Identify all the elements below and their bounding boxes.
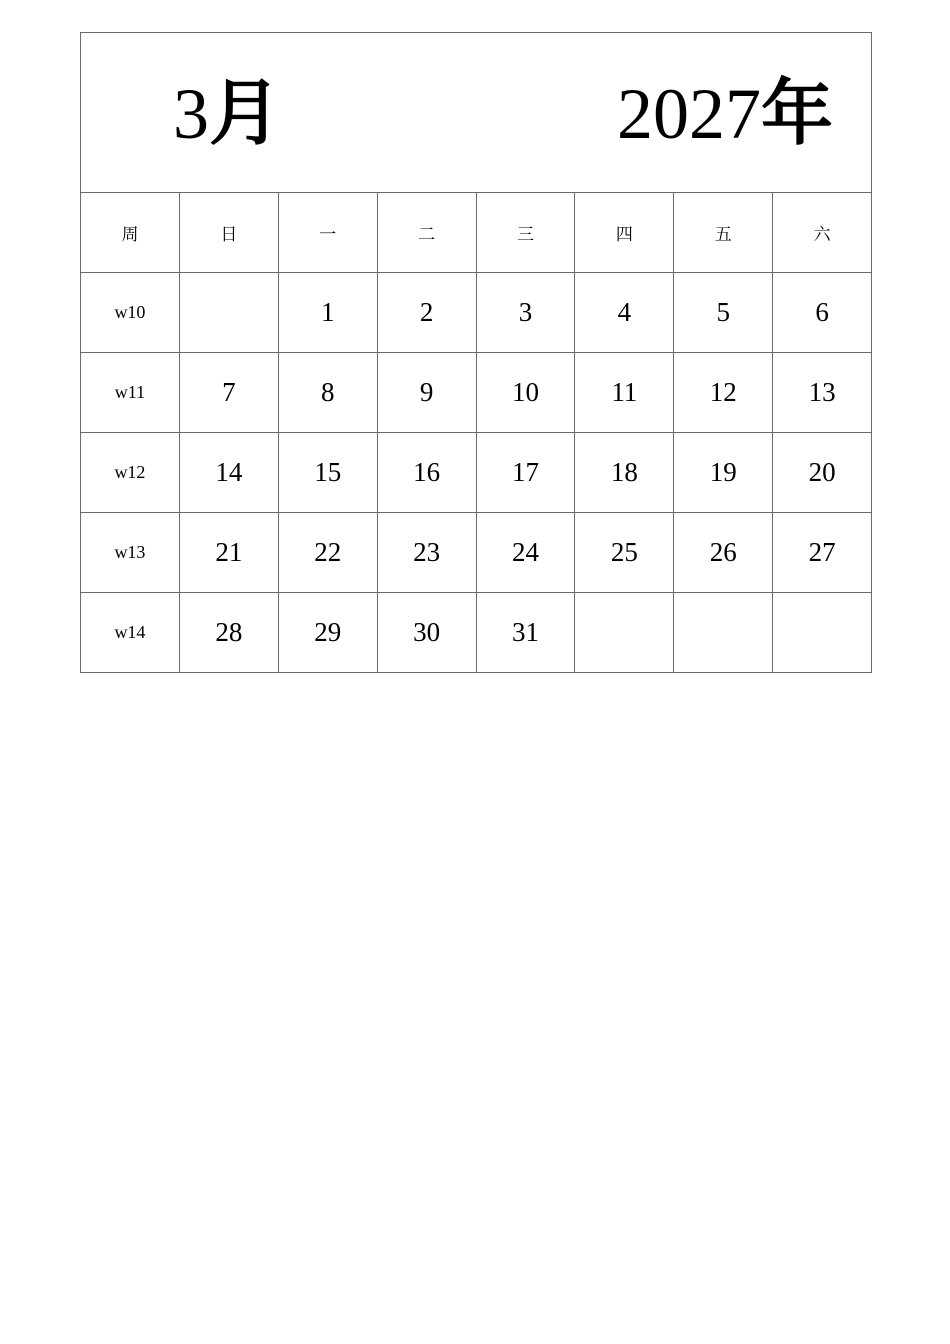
month-title xyxy=(173,71,282,155)
week-number: w14 xyxy=(81,593,180,673)
day-cell: 20 xyxy=(773,433,872,513)
day-cell: 1 xyxy=(278,273,377,353)
weekday-header-row xyxy=(81,193,872,273)
day-cell: 18 xyxy=(575,433,674,513)
day-cell: 3 xyxy=(476,273,575,353)
month-number: 3 xyxy=(173,74,209,154)
day-cell: 5 xyxy=(674,273,773,353)
day-cell: 8 xyxy=(278,353,377,433)
day-cell: 30 xyxy=(377,593,476,673)
month-suffix: 月 xyxy=(209,71,282,155)
weekday-monday: 一 xyxy=(278,193,377,273)
day-cell: 12 xyxy=(674,353,773,433)
day-cell: 6 xyxy=(773,273,872,353)
week-row xyxy=(81,273,872,353)
day-cell xyxy=(575,593,674,673)
weekday-sunday: 日 xyxy=(179,193,278,273)
week-number: w13 xyxy=(81,513,180,593)
year-title xyxy=(616,71,833,155)
day-cell: 21 xyxy=(179,513,278,593)
day-cell: 13 xyxy=(773,353,872,433)
year-suffix: 年 xyxy=(760,71,833,155)
day-cell: 15 xyxy=(278,433,377,513)
day-cell: 14 xyxy=(179,433,278,513)
year-number: 2027 xyxy=(616,74,761,154)
day-cell: 23 xyxy=(377,513,476,593)
week-row xyxy=(81,513,872,593)
weekday-thursday: 四 xyxy=(575,193,674,273)
day-cell: 19 xyxy=(674,433,773,513)
day-cell: 29 xyxy=(278,593,377,673)
day-cell: 9 xyxy=(377,353,476,433)
week-number: w12 xyxy=(81,433,180,513)
week-row xyxy=(81,353,872,433)
day-cell: 17 xyxy=(476,433,575,513)
day-cell: 16 xyxy=(377,433,476,513)
day-cell: 27 xyxy=(773,513,872,593)
day-cell xyxy=(179,273,278,353)
day-cell: 10 xyxy=(476,353,575,433)
weekday-tuesday: 二 xyxy=(377,193,476,273)
day-cell: 25 xyxy=(575,513,674,593)
weekday-saturday: 六 xyxy=(773,193,872,273)
day-cell: 28 xyxy=(179,593,278,673)
calendar-header-row xyxy=(81,33,872,193)
week-row xyxy=(81,433,872,513)
calendar-header xyxy=(81,33,872,193)
day-cell: 11 xyxy=(575,353,674,433)
weekday-wednesday: 三 xyxy=(476,193,575,273)
day-cell: 31 xyxy=(476,593,575,673)
week-number: w11 xyxy=(81,353,180,433)
day-cell: 7 xyxy=(179,353,278,433)
day-cell xyxy=(674,593,773,673)
week-column-header: 周 xyxy=(81,193,180,273)
weekday-friday: 五 xyxy=(674,193,773,273)
week-row xyxy=(81,593,872,673)
day-cell xyxy=(773,593,872,673)
day-cell: 24 xyxy=(476,513,575,593)
week-number: w10 xyxy=(81,273,180,353)
day-cell: 4 xyxy=(575,273,674,353)
calendar-table xyxy=(80,32,872,673)
day-cell: 22 xyxy=(278,513,377,593)
day-cell: 2 xyxy=(377,273,476,353)
day-cell: 26 xyxy=(674,513,773,593)
